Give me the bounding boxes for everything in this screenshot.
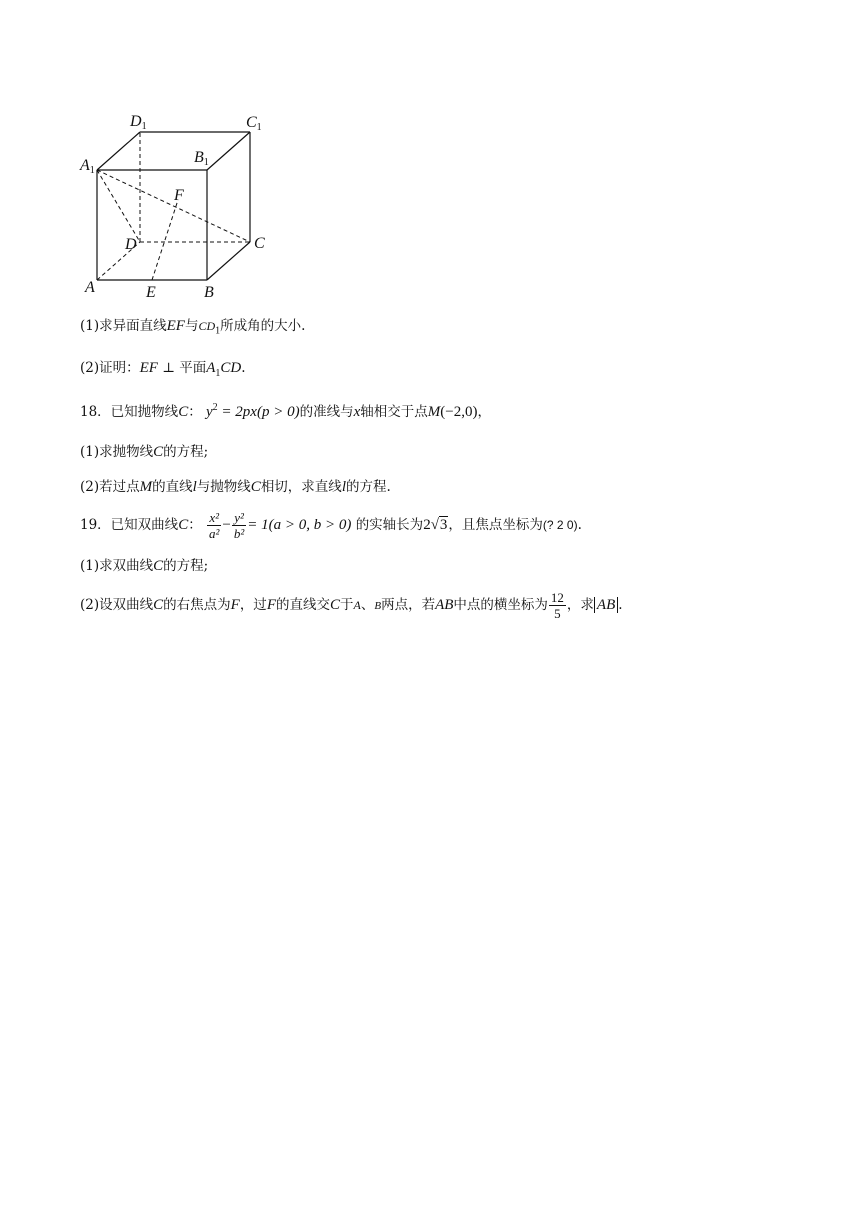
q18-p1-prefix: (1)求抛物线 [80,444,154,460]
q18-part1 [80,442,208,462]
math-l: l [192,479,197,495]
q17-p1-prefix: (1)求异面直线 [80,318,167,334]
math-point-m: (−2,0) [440,404,478,420]
math-cd: CD [198,319,216,333]
math-ef: EF [139,360,158,376]
frac-num: y² [232,510,246,526]
q19-p2-t7: 两点，若 [381,597,436,613]
math-parabola-eq: = 2px(p > 0) [217,404,300,420]
math-c: C [329,597,340,613]
q17-part2 [80,358,246,378]
q18-p2-t2: 的直线 [152,479,193,495]
math-c: C [153,444,164,460]
q18-mid2: 轴相交于点 [360,404,428,420]
math-focus: (? 2 0) [542,518,578,532]
frac-den: 5 [554,606,561,621]
math-cd-sub: 1 [215,325,221,337]
q19-mid2: ，且焦点坐标为 [448,517,543,533]
q19-end: . [577,517,582,533]
q17-p2-perp: ⊥ 平面 [157,360,207,376]
math-cd: CD [220,360,242,376]
q18-end: ， [477,404,491,420]
q18-number: 18．已知抛物线 [80,404,179,420]
q19-p2-t5: 于 [340,597,354,613]
q18-p2-t5: 的方程. [345,479,391,495]
math-y-sup: 2 [212,402,218,413]
edge-c1b1 [207,132,250,170]
q17-p1-mid: 与 [184,318,199,334]
q17-p2-prefix: (2)证明： [80,360,140,376]
hidden-a1d [97,170,140,242]
q19-p2-t4: 的直线交 [275,597,330,613]
label-c1: C1 [246,114,262,133]
q18-p2-t4: 相切，求直线 [260,479,342,495]
label-a1: A1 [80,157,95,176]
q19-p1-prefix: (1)求双曲线 [80,558,154,574]
colon: ： [188,517,202,533]
q19-part2 [80,588,623,623]
q18-part2 [80,477,391,497]
math-ab: AB [435,597,454,613]
q18-mid: 的准线与 [299,404,354,420]
hidden-a1c [97,170,250,242]
q19-p1-suffix: 的方程; [163,558,209,574]
q17-part1 [80,316,305,336]
frac-den: b² [233,526,245,541]
frac-num: 12 [550,590,564,605]
label-c: C [254,235,265,252]
q19-p2-t2: 的右焦点为 [163,597,231,613]
math-c: C [250,479,261,495]
frac-num: x² [207,510,221,526]
math-m: M [427,404,441,420]
cube-diagram [70,110,290,310]
fraction-y2-b2 [232,510,246,541]
fraction-12-5 [549,590,566,621]
math-b: B [374,600,382,612]
label-f: F [174,187,184,204]
edge-cb [207,242,250,280]
label-d: D [125,236,137,253]
q19-p2-t1: (2)设双曲线 [80,597,154,613]
q19-mid: 的实轴长为 [355,517,424,533]
math-c: C [153,558,164,574]
math-l: l [341,479,346,495]
q19-stem [80,508,582,542]
math-abs-ab: AB [594,597,618,613]
math-c: C [178,404,189,420]
math-a: A [206,360,216,376]
q18-p1-suffix: 的方程; [163,444,209,460]
sqrt-value: 3 [439,517,448,533]
math-two: 2 [423,517,431,533]
q18-p2-t3: 与抛物线 [196,479,251,495]
label-b: B [204,284,214,301]
math-c: C [153,597,164,613]
math-f: F [230,597,240,613]
q19-part1 [80,556,208,576]
math-f: F [266,597,276,613]
math-y: y [206,404,213,420]
q17-p2-suffix: . [241,360,246,376]
q17-p1-suffix: 所成角的大小. [220,318,306,334]
math-a: A [353,598,361,612]
math-hyperbola-eq: = 1(a > 0, b > 0) [247,517,352,533]
q19-p2-t8: 中点的横坐标为 [453,597,548,613]
q19-p2-t9: ，求 [566,597,594,613]
sqrt-symbol: √3 [430,517,448,533]
math-m: M [139,479,153,495]
label-d1: D1 [130,113,147,132]
q19-p2-t6: 、 [360,597,375,613]
math-ef: EF [166,318,185,334]
fraction-x2-a2 [207,510,221,541]
q19-p2-t3: ，过 [239,597,267,613]
label-e: E [146,284,156,301]
label-b1: B1 [194,149,209,168]
hidden-ef [152,200,178,280]
math-c: C [178,517,189,533]
edge-a1d1 [97,132,140,170]
cube-figure [70,110,290,310]
frac-den: a² [209,526,220,541]
label-a: A [85,279,95,296]
math-minus: − [222,517,231,533]
q18-p2-t1: (2)若过点 [80,479,140,495]
math-a-sub: 1 [215,368,221,379]
q19-p2-t10: . [618,597,623,613]
colon: ： [188,404,202,420]
q19-number: 19．已知双曲线 [80,517,179,533]
q18-stem [80,402,491,422]
math-x: x [353,404,361,420]
